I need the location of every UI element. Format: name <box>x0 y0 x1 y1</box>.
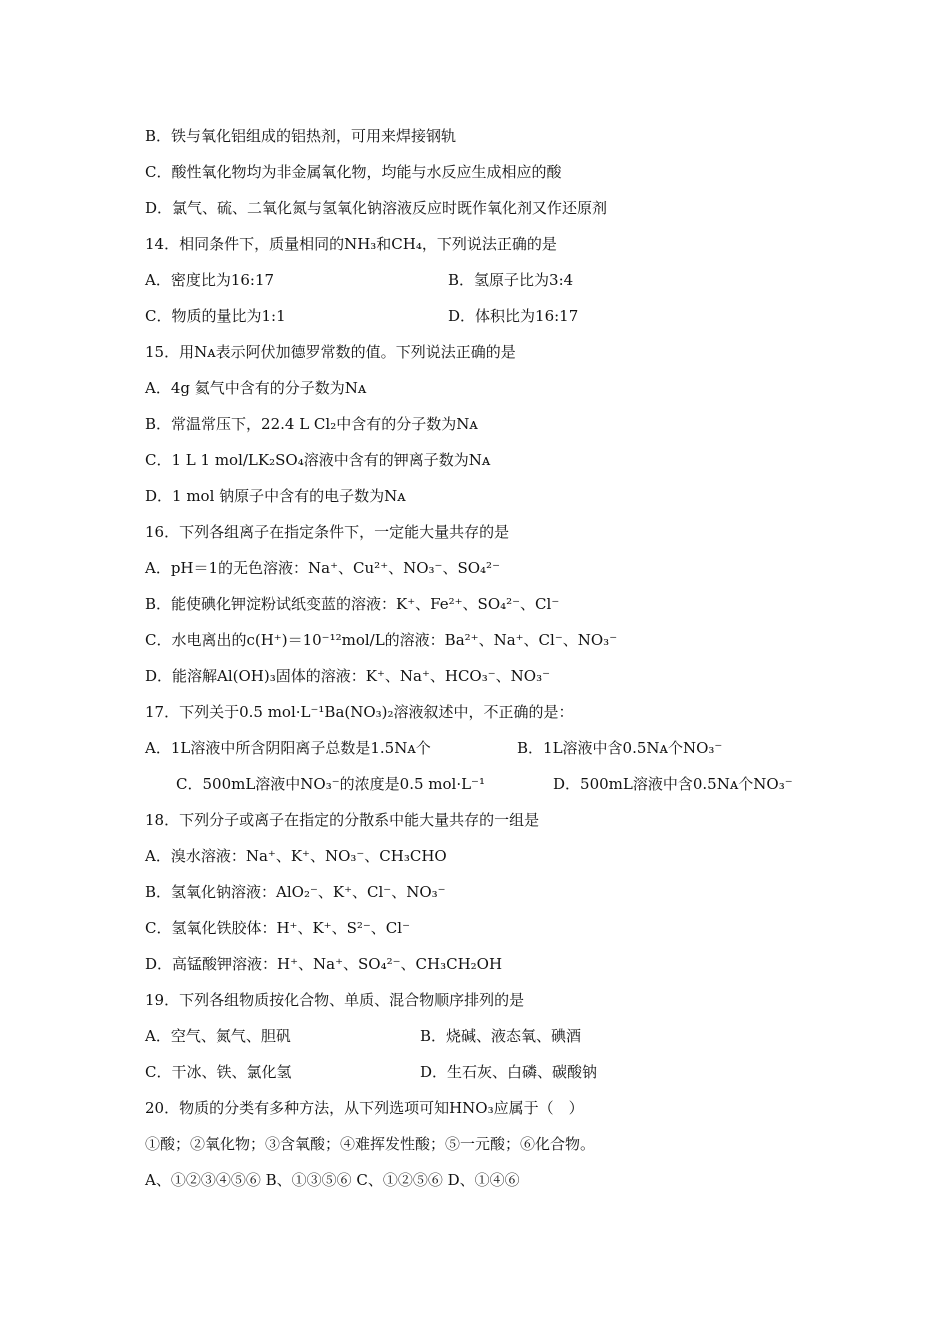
option-line: D．体积比为16:17 <box>448 307 579 325</box>
option-line: D．生石灰、白磷、碳酸钠 <box>420 1063 598 1081</box>
option-line: B．铁与氧化铝组成的铝热剂，可用来焊接钢轨 <box>145 127 457 145</box>
option-line: A．1L溶液中所含阴阳离子总数是1.5Nᴀ个 <box>145 739 431 757</box>
option-line: D．500mL溶液中含0.5Nᴀ个NO₃⁻ <box>553 775 793 793</box>
option-line: C．水电离出的c(H⁺)＝10⁻¹²mol/L的溶液：Ba²⁺、Na⁺、Cl⁻、NO₃⁻ <box>145 631 618 649</box>
option-line: C．干冰、铁、氯化氢 <box>145 1063 292 1081</box>
option-line: C．氢氧化铁胶体：H⁺、K⁺、S²⁻、Cl⁻ <box>145 919 410 937</box>
question-stem: 19．下列各组物质按化合物、单质、混合物顺序排列的是 <box>145 991 525 1009</box>
option-line: A．pH＝1的无色溶液：Na⁺、Cu²⁺、NO₃⁻、SO₄²⁻ <box>145 559 500 577</box>
option-line: B．烧碱、液态氧、碘酒 <box>420 1027 582 1045</box>
option-line: B．氢原子比为3:4 <box>448 271 574 289</box>
option-line: D．高锰酸钾溶液：H⁺、Na⁺、SO₄²⁻、CH₃CH₂OH <box>145 955 503 973</box>
question-stem: 17．下列关于0.5 mol·L⁻¹Ba(NO₃)₂溶液叙述中，不正确的是： <box>145 703 574 721</box>
option-line: B．1L溶液中含0.5Nᴀ个NO₃⁻ <box>517 739 723 757</box>
option-line: B．能使碘化钾淀粉试纸变蓝的溶液：K⁺、Fe²⁺、SO₄²⁻、Cl⁻ <box>145 595 560 613</box>
option-line: B．氢氧化钠溶液：AlO₂⁻、K⁺、Cl⁻、NO₃⁻ <box>145 883 446 901</box>
option-line: D．能溶解Al(OH)₃固体的溶液：K⁺、Na⁺、HCO₃⁻、NO₃⁻ <box>145 667 551 685</box>
option-line: A、①②③④⑤⑥ B、①③⑤⑥ C、①②⑤⑥ D、①④⑥ <box>145 1171 520 1189</box>
option-line: ①酸；②氧化物；③含氧酸；④难挥发性酸；⑤一元酸；⑥化合物。 <box>145 1135 596 1153</box>
question-stem: 20．物质的分类有多种方法，从下列选项可知HNO₃应属于（ ） <box>145 1099 584 1117</box>
option-line: A．4g 氦气中含有的分子数为Nᴀ <box>145 379 367 397</box>
option-line: C．物质的量比为1:1 <box>145 307 286 325</box>
option-line: B．常温常压下，22.4 L Cl₂中含有的分子数为Nᴀ <box>145 415 478 433</box>
question-stem: 18．下列分子或离子在指定的分散系中能大量共存的一组是 <box>145 811 540 829</box>
question-stem: 14．相同条件下，质量相同的NH₃和CH₄，下列说法正确的是 <box>145 235 557 253</box>
question-stem: 15．用Nᴀ表示阿伏加德罗常数的值。下列说法正确的是 <box>145 343 516 361</box>
option-line: D．氯气、硫、二氧化氮与氢氧化钠溶液反应时既作氧化剂又作还原剂 <box>145 199 608 217</box>
option-line: A．密度比为16:17 <box>145 271 275 289</box>
option-line: A．溴水溶液：Na⁺、K⁺、NO₃⁻、CH₃CHO <box>145 847 447 865</box>
option-line: A．空气、氮气、胆矾 <box>145 1027 291 1045</box>
option-line: D．1 mol 钠原子中含有的电子数为Nᴀ <box>145 487 406 505</box>
option-line: C．酸性氧化物均为非金属氧化物，均能与水反应生成相应的酸 <box>145 163 562 181</box>
option-line: C．500mL溶液中NO₃⁻的浓度是0.5 mol·L⁻¹ <box>176 775 485 793</box>
question-stem: 16．下列各组离子在指定条件下，一定能大量共存的是 <box>145 523 510 541</box>
option-line: C．1 L 1 mol/LK₂SO₄溶液中含有的钾离子数为Nᴀ <box>145 451 491 469</box>
